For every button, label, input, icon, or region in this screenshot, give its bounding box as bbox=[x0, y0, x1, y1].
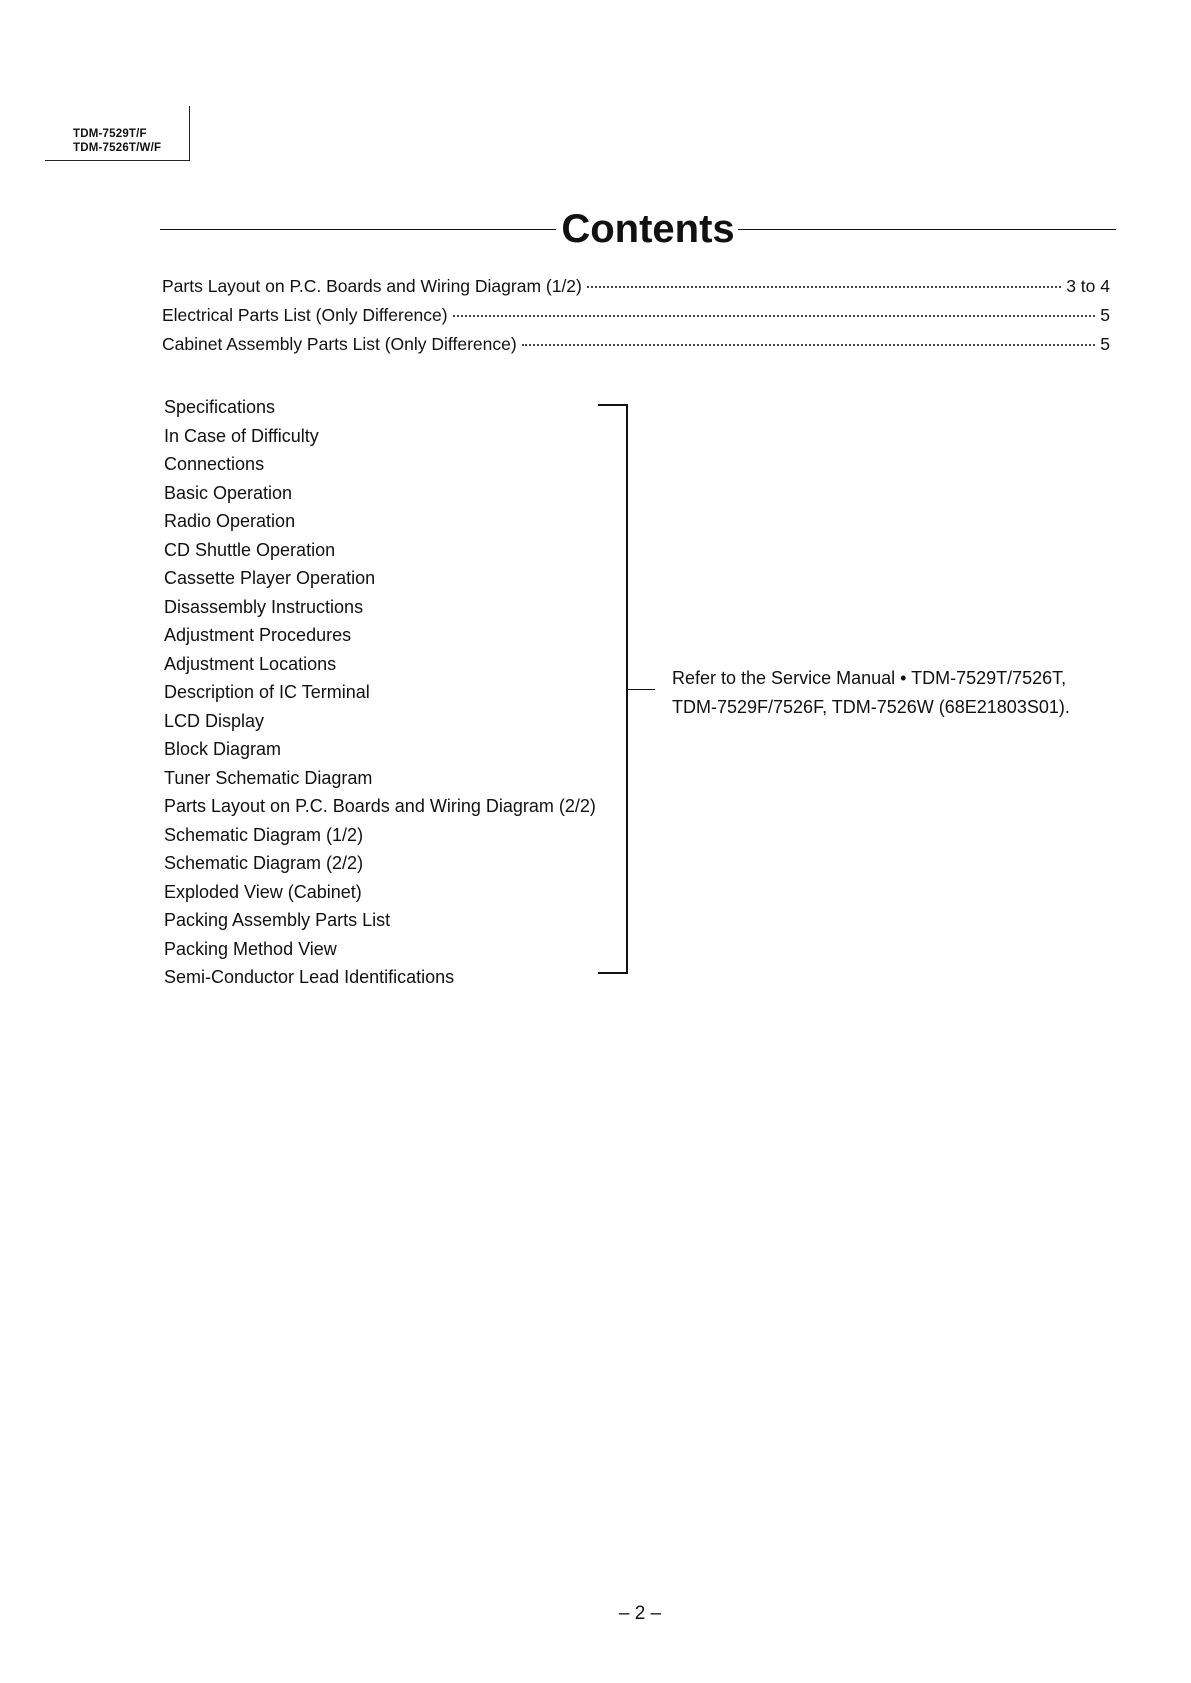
toc-entry bbox=[162, 305, 1110, 334]
reference-item: Adjustment Locations bbox=[164, 653, 337, 674]
reference-item: Parts Layout on P.C. Boards and Wiring Diagram (2/2) bbox=[164, 796, 596, 816]
toc-dot-leader bbox=[522, 344, 1096, 346]
toc-dot-leader bbox=[587, 286, 1061, 288]
toc-dot-leader bbox=[453, 315, 1096, 317]
reference-item: Basic Operation bbox=[164, 482, 293, 503]
model-number-box bbox=[45, 106, 190, 161]
toc-entry-label: Cabinet Assembly Parts List (Only Difference) bbox=[162, 334, 517, 354]
reference-item: Radio Operation bbox=[164, 511, 296, 531]
toc-entry-page: 5 bbox=[1100, 334, 1110, 354]
model-number-secondary: TDM-7526T/W/F bbox=[73, 142, 162, 154]
reference-item: LCD Display bbox=[164, 710, 265, 731]
page-number: – 2 – bbox=[618, 1603, 662, 1624]
reference-item: Cassette Player Operation bbox=[164, 568, 376, 588]
reference-item: Exploded View (Cabinet) bbox=[164, 881, 362, 902]
bracket-pointer-line bbox=[628, 689, 655, 690]
reference-section-list bbox=[164, 393, 644, 992]
reference-item: Block Diagram bbox=[164, 739, 282, 759]
reference-item: Semi-Conductor Lead Identifications bbox=[164, 967, 455, 987]
grouping-bracket bbox=[598, 404, 628, 974]
page-title: Contents bbox=[561, 207, 735, 251]
service-manual-reference-note bbox=[672, 664, 1142, 722]
toc-entry-label: Electrical Parts List (Only Difference) bbox=[162, 305, 448, 325]
reference-item: Packing Assembly Parts List bbox=[164, 910, 391, 930]
reference-item: Adjustment Procedures bbox=[164, 625, 352, 645]
reference-item: Description of IC Terminal bbox=[164, 682, 370, 702]
reference-item: Schematic Diagram (1/2) bbox=[164, 824, 364, 845]
toc-entry-page: 5 bbox=[1100, 305, 1110, 325]
title-rule-left bbox=[160, 229, 556, 230]
toc-entry bbox=[162, 276, 1110, 305]
reference-item: Specifications bbox=[164, 397, 276, 417]
reference-note-line-2: TDM-7529F/7526F, TDM-7526W (68E21803S01). bbox=[672, 697, 1070, 717]
reference-item: In Case of Difficulty bbox=[164, 425, 319, 446]
reference-item: Schematic Diagram (2/2) bbox=[164, 853, 364, 873]
reference-item: Tuner Schematic Diagram bbox=[164, 767, 373, 788]
reference-item: Connections bbox=[164, 454, 265, 474]
title-rule-right bbox=[738, 229, 1116, 230]
toc-entry bbox=[162, 334, 1110, 363]
reference-item: Packing Method View bbox=[164, 938, 337, 959]
contents-list bbox=[162, 276, 1110, 363]
model-number-primary: TDM-7529T/F bbox=[73, 128, 147, 140]
toc-entry-label: Parts Layout on P.C. Boards and Wiring Diagram (1/2) bbox=[162, 276, 582, 296]
title-row bbox=[160, 204, 1116, 254]
toc-entry-page: 3 to 4 bbox=[1066, 276, 1110, 296]
reference-note-line-1: Refer to the Service Manual • TDM-7529T/7526T, bbox=[672, 668, 1067, 688]
reference-item: Disassembly Instructions bbox=[164, 596, 364, 617]
reference-item: CD Shuttle Operation bbox=[164, 539, 336, 560]
